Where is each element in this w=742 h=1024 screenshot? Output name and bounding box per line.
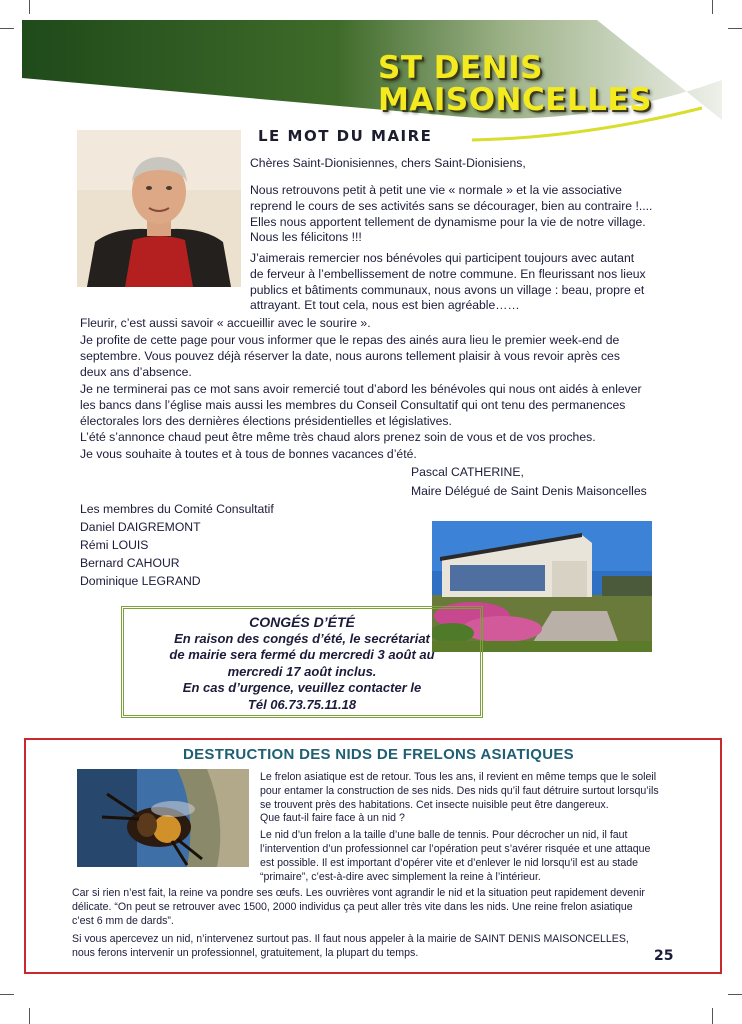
- text-line: Je ne terminerai pas ce mot sans avoir remercié tout d’abord les bénévoles qui nous ont aidés à enlever: [80, 382, 642, 396]
- committee-heading: Les membres du Comité Consultatif: [80, 502, 274, 516]
- text-line: Car si rien n’est fait, la reine va pondre ses œufs. Les ouvrières vont agrandir le nid et la situation peut rapidement devenir: [72, 887, 645, 899]
- text-line: les bancs dans l’église mais aussi les membres du Conseil Consultatif qui ont tenu des permanences: [80, 397, 626, 412]
- text-line: Le nid d’un frelon a la taille d’une balle de tennis. Pour décrocher un nid, il faut: [260, 829, 628, 841]
- hornet-photo: [77, 769, 249, 867]
- text-line: Je profite de cette page pour vous informer que le repas des ainés aura lieu le premier week-end de: [80, 333, 620, 347]
- text-line: Fleurir, c’est aussi savoir « accueillir avec le sourire ».: [80, 316, 371, 330]
- committee-member: Rémi LOUIS: [80, 538, 149, 552]
- text-line: nous ferons intervenir un professionnel, gratuitement, la plupart du temps.: [72, 947, 419, 959]
- text-line: J’aimerais remercier nos bénévoles qui participent toujours avec autant: [250, 251, 635, 265]
- letter-paragraph-2: [250, 251, 646, 314]
- text-line: septembre. Vous pouvez déjà réserver la date, nous aurons tellement plaisir à vous revoir après ces: [80, 348, 620, 363]
- committee-member: Bernard CAHOUR: [80, 556, 180, 570]
- text-line: délicate. “On peut se retrouver avec 1500, 2000 individus ça peut aller très vite dans les nids. Une reine frelon asiatique: [72, 901, 633, 913]
- crop-mark: [712, 1008, 713, 1024]
- signature-role: Maire Délégué de Saint Denis Maisoncelles: [411, 484, 647, 498]
- text-line: deux ans d’absence.: [80, 364, 192, 379]
- notice-phone: Tél 06.73.75.11.18: [247, 696, 357, 712]
- hornet-paragraph-5: [72, 932, 629, 960]
- text-line: c’est 6 mm de dards”.: [72, 915, 174, 927]
- hornet-section-title: DESTRUCTION DES NIDS DE FRELONS ASIATIQUES: [183, 746, 574, 763]
- notice-line: mercredi 17 août inclus.: [227, 663, 377, 679]
- letter-paragraph-3: [80, 316, 371, 332]
- text-line: est possible. Il est important d’opérer vite et d’enlever le nid lorsqu’il est au stade: [260, 857, 639, 869]
- text-line: reprend le cours de ses activités sans se décourager, bien au contraire !....: [250, 198, 653, 213]
- text-line: attrayant. Et tout cela, nous est bien agréable……: [250, 298, 520, 313]
- text-line: L’été s’annonce chaud peut être même très chaud alors prenez soin de vous et de vos proches.: [80, 430, 596, 444]
- hornet-paragraph-4: [72, 886, 645, 928]
- text-line: pour entamer la construction de ses nids. Des nids qu’il faut détruire surtout lorsqu’ils: [260, 785, 659, 797]
- letter-paragraph-1: [250, 183, 652, 246]
- section-title: LE MOT DU MAIRE: [258, 127, 433, 145]
- crop-mark: [712, 0, 713, 14]
- notice-line: En cas d’urgence, veuillez contacter le: [182, 680, 422, 695]
- committee-member: Daniel DAIGREMONT: [80, 520, 201, 534]
- summer-closure-notice: [121, 606, 483, 718]
- text-line: de ferveur à l’embellissement de notre commune. En fleurissant nos lieux: [250, 266, 646, 281]
- mayor-photo: [77, 130, 241, 287]
- page-number: 25: [654, 948, 674, 964]
- signature-name: Pascal CATHERINE,: [411, 465, 524, 479]
- header-title-line2: MAISONCELLES: [378, 82, 652, 118]
- letter-paragraph-6: [80, 430, 596, 446]
- text-line: Je vous souhaite à toutes et à tous de bonnes vacances d’été.: [80, 447, 417, 461]
- text-line: Elles nous apportent tellement de dynamisme pour la vie de notre village.: [250, 214, 646, 229]
- letter-paragraph-4: [80, 333, 620, 380]
- letter-greeting: [250, 156, 526, 172]
- letter-paragraph-7: [80, 447, 417, 463]
- crop-mark: [728, 28, 742, 29]
- crop-mark: [29, 0, 30, 14]
- committee-member: Dominique LEGRAND: [80, 574, 201, 588]
- text-line: “primaire”, c’est-à-dire avec simplement la reine à l’intérieur.: [260, 871, 541, 883]
- text-line: l’intervention d’un professionnel car l’opération peut s’avérer risquée et une attaque: [260, 843, 651, 855]
- text-line: se trouvent près des habitations. Cet insecte nuisible peut être dangereux.: [260, 799, 609, 811]
- signature: [411, 463, 647, 501]
- text-line: publics et bâtiments communaux, nous avons un village : beau, propre et: [250, 282, 645, 297]
- header-title-line1: ST DENIS: [378, 50, 543, 86]
- notice-line: de mairie sera fermé du mercredi 3 août au: [169, 647, 435, 662]
- text-line: électorales lors des dernières élections présidentielles et législatives.: [80, 413, 452, 428]
- notice-title: CONGÉS D’ÉTÉ: [249, 614, 355, 630]
- text-line: Le frelon asiatique est de retour. Tous les ans, il revient en même temps que le soleil: [260, 771, 657, 783]
- hornet-paragraph-2: [260, 811, 405, 825]
- crop-mark: [728, 994, 742, 995]
- letter-paragraph-5: [80, 382, 642, 429]
- crop-mark: [0, 994, 14, 995]
- text-line: Nous les félicitons !!!: [250, 230, 362, 245]
- text-line: Si vous apercevez un nid, n’intervenez surtout pas. Il faut nous appeler à la mairie de SAINT DENIS MAISONCELLES,: [72, 933, 629, 945]
- hornet-paragraph-3: [260, 828, 650, 884]
- crop-mark: [29, 1008, 30, 1024]
- text-line: Que faut-il faire face à un nid ?: [260, 812, 405, 824]
- text-line: Nous retrouvons petit à petit une vie « normale » et la vie associative: [250, 183, 622, 197]
- committee-list: [80, 500, 274, 590]
- hornet-paragraph-1: [260, 770, 659, 812]
- greeting-text: Chères Saint-Dionisiennes, chers Saint-Dionisiens,: [250, 156, 526, 170]
- notice-line: En raison des congés d’été, le secrétariat: [174, 630, 430, 646]
- crop-mark: [0, 28, 14, 29]
